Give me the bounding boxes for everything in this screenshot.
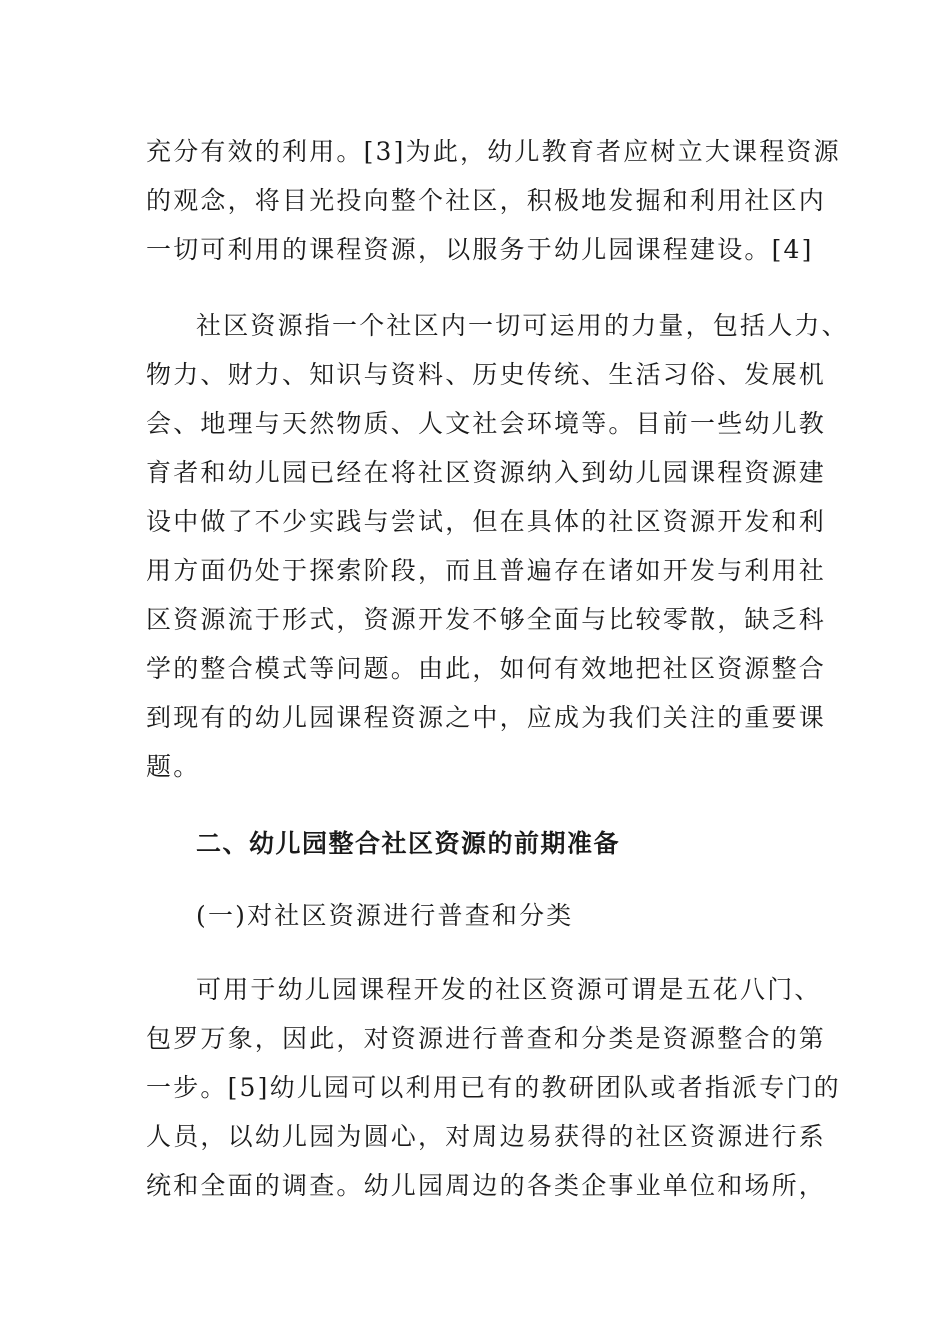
subsection-heading: (一)对社区资源进行普查和分类 [196,901,574,930]
paragraph-2-line-4: 育者和幼儿园已经在将社区资源纳入到幼儿园课程资源建 [146,458,827,487]
paragraph-3-line-3: 一步。[5]幼儿园可以利用已有的教研团队或者指派专门的 [146,1073,841,1102]
paragraph-3-line-1: 可用于幼儿园课程开发的社区资源可谓是五花八门、 [196,975,822,1004]
paragraph-2-line-10: 题。 [146,752,201,781]
paragraph-1-line-2: 的观念，将目光投向整个社区，积极地发掘和利用社区内 [146,186,827,215]
paragraph-3-line-5: 统和全面的调查。幼儿园周边的各类企事业单位和场所， [146,1171,827,1200]
paragraph-2-line-6: 用方面仍处于探索阶段，而且普遍存在诸如开发与利用社 [146,556,827,585]
paragraph-2-line-2: 物力、财力、知识与资料、历史传统、生活习俗、发展机 [146,360,827,389]
paragraph-1-line-1: 充分有效的利用。[3]为此，幼儿教育者应树立大课程资源 [146,137,841,166]
paragraph-2-line-9: 到现有的幼儿园课程资源之中，应成为我们关注的重要课 [146,703,827,732]
paragraph-2-line-1: 社区资源指一个社区内一切可运用的力量，包括人力、 [196,311,849,340]
paragraph-3-line-2: 包罗万象，因此，对资源进行普查和分类是资源整合的第 [146,1024,827,1053]
paragraph-2-line-5: 设中做了不少实践与尝试，但在具体的社区资源开发和利 [146,507,827,536]
paragraph-2-line-8: 学的整合模式等问题。由此，如何有效地把社区资源整合 [146,654,827,683]
section-heading: 二、幼儿园整合社区资源的前期准备 [196,829,621,858]
paragraph-2-line-3: 会、地理与天然物质、人文社会环境等。目前一些幼儿教 [146,409,827,438]
paragraph-2-line-7: 区资源流于形式，资源开发不够全面与比较零散，缺乏科 [146,605,827,634]
paragraph-1-line-3: 一切可利用的课程资源，以服务于幼儿园课程建设。[4] [146,235,814,264]
paragraph-3-line-4: 人员，以幼儿园为圆心，对周边易获得的社区资源进行系 [146,1122,827,1151]
